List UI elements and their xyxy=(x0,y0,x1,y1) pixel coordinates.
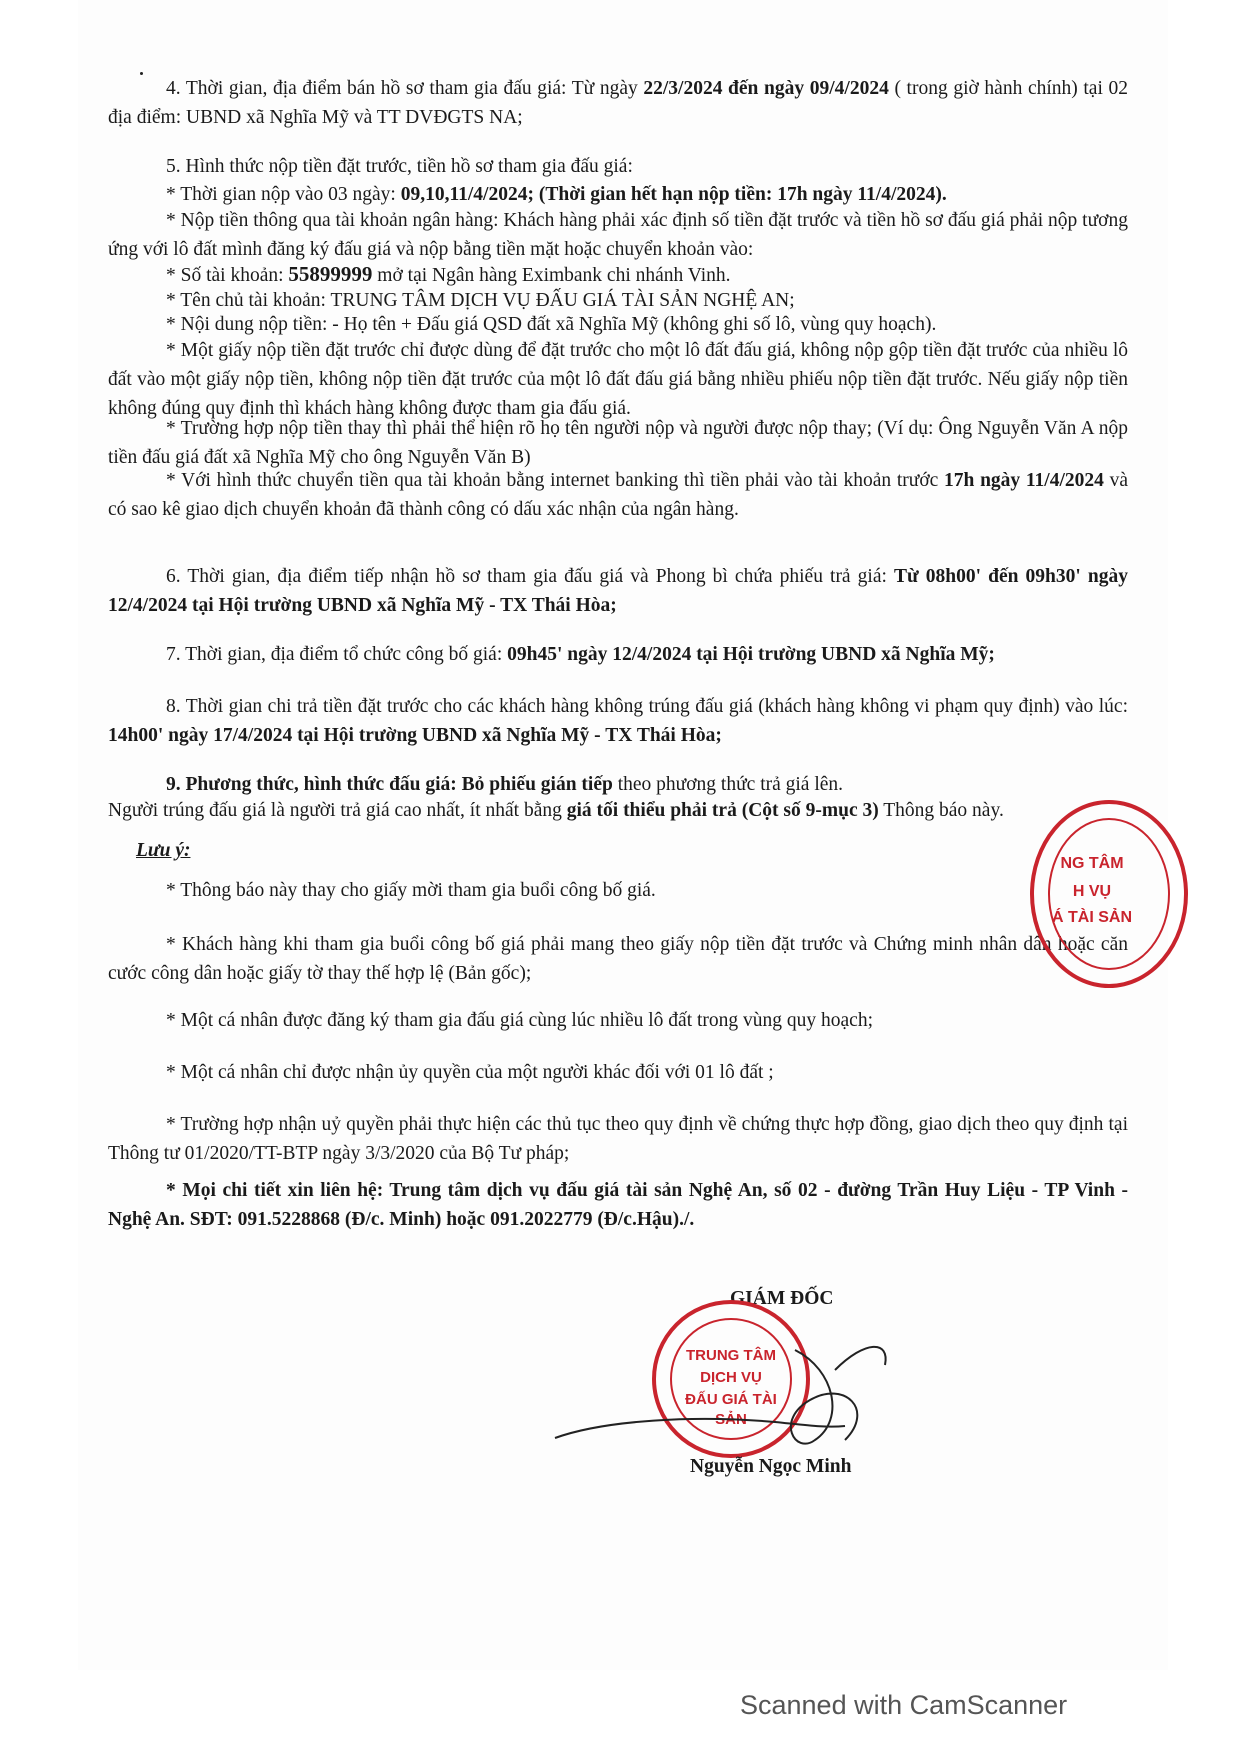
note-4: * Một cá nhân chỉ được nhận ủy quyền của một người khác đối với 01 lô đất ; xyxy=(166,1062,774,1083)
item-5-owner: * Tên chủ tài khoản: TRUNG TÂM DỊCH VỤ ĐẤU GIÁ TÀI SẢN NGHỆ AN; xyxy=(166,290,795,311)
item-5-account: * Số tài khoản: 55899999 mở tại Ngân hàng Eximbank chi nhánh Vinh. xyxy=(166,262,731,286)
item-7: 7. Thời gian, địa điểm tổ chức công bố giá: 09h45' ngày 12/4/2024 tại Hội trường UBND xã Nghĩa Mỹ; xyxy=(166,644,995,665)
signature-title: GIÁM ĐỐC xyxy=(730,1288,834,1309)
item-5-internet-banking: * Với hình thức chuyển tiền qua tài khoản bằng internet banking thì tiền phải vào tài khoản trước 17h ngày 11/4/2024 và có sao kê giao dịch chuyển khoản đã thành công có dấu xác nhận của ngân hàng. xyxy=(108,470,1129,520)
note-2: * Khách hàng khi tham gia buổi công bố giá phải mang theo giấy nộp tiền đặt trước và Chứng minh nhân dân hoặc căn cước công dân hoặc giấy tờ thay thế hợp lệ (Bản gốc); xyxy=(108,934,1128,984)
item-9: 9. Phương thức, hình thức đấu giá: Bỏ phiếu gián tiếp theo phương thức trả giá lên. xyxy=(166,774,844,795)
note-3: * Một cá nhân được đăng ký tham gia đấu giá cùng lúc nhiều lô đất trong vùng quy hoạch; xyxy=(166,1010,874,1031)
notes-title: Lưu ý: xyxy=(136,840,191,861)
item-5-time: * Thời gian nộp vào 03 ngày: 09,10,11/4/2024; (Thời gian hết hạn nộp tiền: 17h ngày 11/4/2024). xyxy=(166,184,947,205)
red-seal-partial: NG TÂM H VỤ Á TÀI SẢN xyxy=(1030,800,1188,988)
item-6: 6. Thời gian, địa điểm tiếp nhận hồ sơ tham gia đấu giá và Phong bì chứa phiếu trả giá: Từ 08h00' đến 09h30' ngày 12/4/2024 tại Hội trường UBND xã Nghĩa Mỹ - TX Thái Hòa; xyxy=(108,566,1128,616)
item-5-content: * Nội dung nộp tiền: - Họ tên + Đấu giá QSD đất xã Nghĩa Mỹ (không ghi số lô, vùng quy hoạch). xyxy=(166,314,937,335)
note-1: * Thông báo này thay cho giấy mời tham gia buổi công bố giá. xyxy=(166,880,656,901)
signatory-name: Nguyễn Ngọc Minh xyxy=(690,1456,852,1477)
item-9-winner: Người trúng đấu giá là người trả giá cao nhất, ít nhất bằng giá tối thiểu phải trả (Cột số 9-mục 3) Thông báo này. xyxy=(108,800,1004,821)
note-contact: * Mọi chi tiết xin liên hệ: Trung tâm dịch vụ đấu giá tài sản Nghệ An, số 02 - đường Trần Huy Liệu - TP Vinh - Nghệ An. SĐT: 091.5228868 (Đ/c. Minh) hoặc 091.2022779 (Đ/c.Hậu)./. xyxy=(108,1180,1128,1230)
scanner-watermark: Scanned with CamScanner xyxy=(740,1690,1068,1720)
item-4: 4. Thời gian, địa điểm bán hồ sơ tham gia đấu giá: Từ ngày 22/3/2024 đến ngày 09/4/2024 ( trong giờ hành chính) tại 02 địa điểm: UBND xã Nghĩa Mỹ và TT DVĐGTS NA; xyxy=(108,78,1128,128)
item-5-one-slip: * Một giấy nộp tiền đặt trước chỉ được dùng để đặt trước cho một lô đất đấu giá, không nộp gộp tiền đặt trước của nhiều lô đất vào một giấy nộp tiền, không nộp tiền đặt trước của một lô đất đấu giá bằng nhiều phiếu nộp tiền đặt trước. Nếu giấy nộp tiền không đúng quy định thì khách hàng không được tham gia đấu giá. xyxy=(108,340,1128,419)
item-5-proxy: * Trường hợp nộp tiền thay thì phải thể hiện rõ họ tên người nộp và người được nộp thay; (Ví dụ: Ông Nguyễn Văn A nộp tiền đấu giá đất xã Nghĩa Mỹ cho ông Nguyễn Văn B) xyxy=(108,418,1128,468)
note-5: * Trường hợp nhận uỷ quyền phải thực hiện các thủ tục theo quy định về chứng thực hợp đồng, giao dịch theo quy định tại Thông tư 01/2020/TT-BTP ngày 3/3/2020 của Bộ Tư pháp; xyxy=(108,1114,1128,1164)
item-5-bank: * Nộp tiền thông qua tài khoản ngân hàng: Khách hàng phải xác định số tiền đặt trước và tiền hồ sơ đấu giá phải nộp tương ứng với lô đất mình đăng ký đấu giá và nộp bằng tiền mặt hoặc chuyển khoản vào: xyxy=(108,210,1128,260)
item-8: 8. Thời gian chi trả tiền đặt trước cho các khách hàng không trúng đấu giá (khách hàng không vi phạm quy định) vào lúc: 14h00' ngày 17/4/2024 tại Hội trường UBND xã Nghĩa Mỹ - TX Thái Hòa; xyxy=(108,696,1128,746)
red-seal: TRUNG TÂM DỊCH VỤ ĐẤU GIÁ TÀI SẢN xyxy=(652,1300,810,1458)
item-5-heading: 5. Hình thức nộp tiền đặt trước, tiền hồ sơ tham gia đấu giá: xyxy=(166,156,633,177)
